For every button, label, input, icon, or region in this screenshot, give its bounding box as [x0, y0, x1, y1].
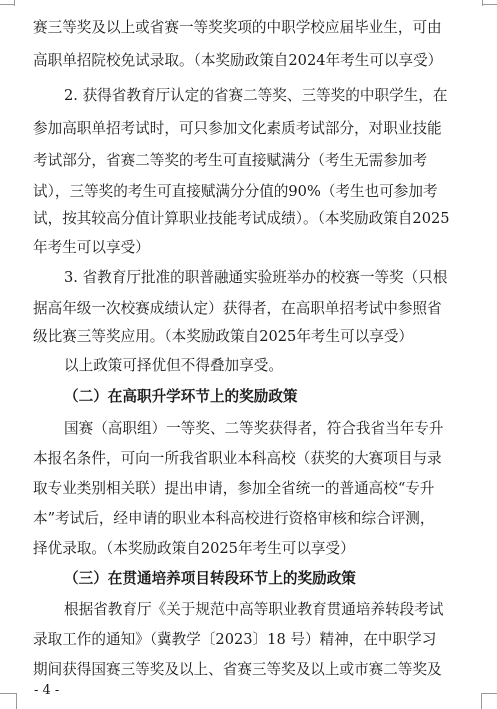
crop-mark-bottom-left-h [0, 693, 16, 694]
crop-mark-top-left-h [0, 4, 14, 5]
text-line: 期间获得国赛三等奖及以上、省赛三等奖及以上或市赛二等奖及 [33, 661, 442, 678]
text-line: 本”考试后，经申请的职业本科高校进行资格审核和综合评测， [33, 510, 435, 527]
section-heading: （二）在高职升学环节上的奖励政策 [64, 388, 298, 405]
text-line: 年考生可以享受） [33, 239, 150, 256]
text-line: 参加高职单招考试时，可只参加文化素质考试部分，对职业技能 [33, 120, 442, 137]
text-line: 试，按其较高分值计算职业技能考试成绩）。（本奖励政策自2025 [33, 210, 450, 227]
text-line: 据高年级一次校赛成绩认定）获得者，在高职单招考试中参照省 [33, 300, 442, 317]
crop-mark-top-right-v [482, 0, 483, 6]
crop-mark-top-left-v [14, 0, 15, 6]
text-line: 取专业类别相关联）提出申请，参加全省统一的普通高校“专升 [33, 480, 435, 497]
crop-mark-bottom-left-v [16, 693, 17, 709]
text-line: 考试部分，省赛二等奖的考生可直接赋满分（考生无需参加考 [33, 152, 428, 169]
text-line: 高职单招院校免试录取。（本奖励政策自2024年考生可以享受） [33, 52, 443, 69]
text-line: 赛三等奖及以上或省赛一等奖奖项的中职学校应届毕业生，可由 [33, 19, 442, 36]
text-line: 择优录取。（本奖励政策自2025年考生可以享受） [33, 540, 355, 557]
text-line: 本报名条件，可向一所我省职业本科高校（获奖的大赛项目与录 [33, 450, 442, 467]
page-number: - 4 - [34, 683, 60, 698]
text-line: 3. 省教育厅批准的职普融通实验班举办的校赛一等奖（只根 [64, 269, 448, 286]
text-line: 录取工作的通知》（冀教学〔2023〕18 号）精神，在中职学习 [33, 631, 437, 648]
crop-mark-top-right-h [483, 4, 497, 5]
crop-mark-bottom-right-h [481, 693, 497, 694]
text-line: 试），三等奖的考生可直接赋满分分值的90%（考生也可参加考 [33, 183, 438, 200]
section-heading: （三）在贯通培养项目转段环节上的奖励政策 [64, 570, 356, 587]
text-line: 级比赛三等奖应用。（本奖励政策自2025年考生可以享受） [33, 328, 414, 345]
text-line: 以上政策可择优但不得叠加享受。 [64, 357, 283, 374]
text-line: 2. 获得省教育厅认定的省赛二等奖、三等奖的中职学生，在 [64, 87, 448, 104]
text-line: 国赛（高职组）一等奖、二等奖获得者，符合我省当年专升 [64, 420, 444, 437]
text-line: 根据省教育厅《关于规范中高等职业教育贯通培养转段考试 [64, 601, 444, 618]
crop-mark-bottom-right-v [481, 693, 482, 709]
